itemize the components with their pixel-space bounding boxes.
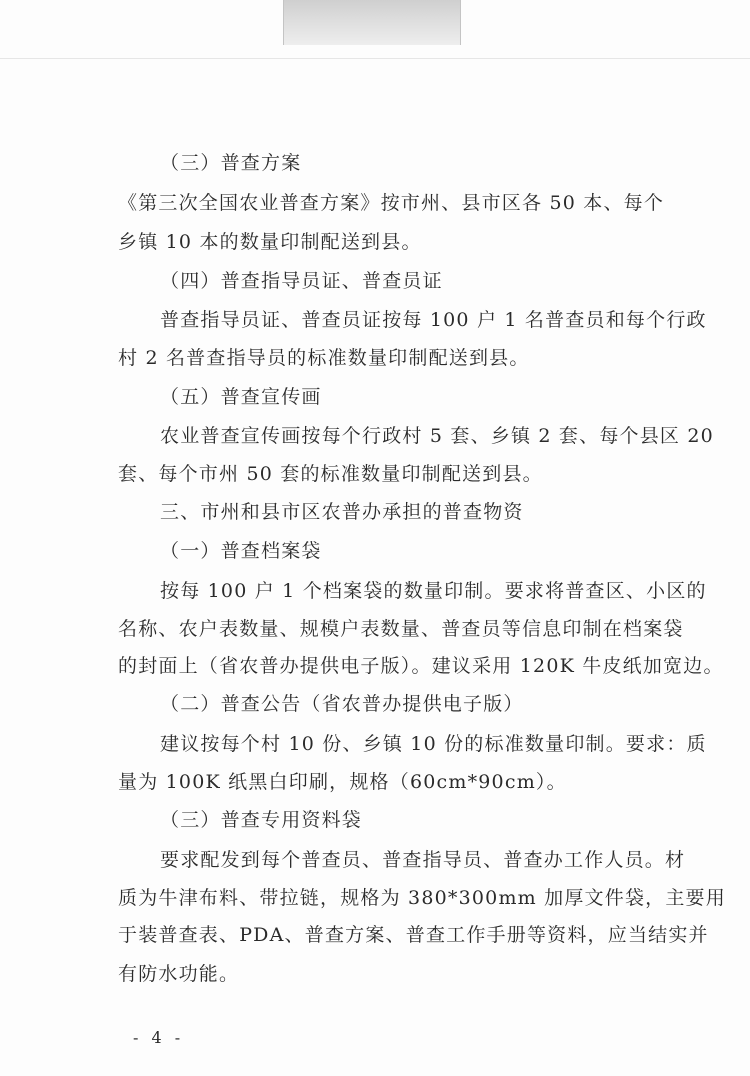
paragraph-line: 按每 100 户 1 个档案袋的数量印制。要求将普查区、小区的 [160,580,707,602]
heading-survey-plan: （三）普查方案 [160,152,302,174]
heading-certificates: （四）普查指导员证、普查员证 [160,270,443,292]
paragraph-line: 村 2 名普查指导员的标准数量印制配送到县。 [118,347,530,369]
heading-announcement: （二）普查公告（省农普办提供电子版） [160,693,524,715]
paragraph-line: 有防水功能。 [118,963,240,985]
paragraph-line: 的封面上（省农普办提供电子版）。建议采用 120K 牛皮纸加宽边。 [118,655,724,677]
section-heading-materials: 三、市州和县市区农普办承担的普查物资 [160,501,524,523]
paragraph-line: 套、每个市州 50 套的标准数量印制配送到县。 [118,463,543,485]
top-edge-line [0,58,750,59]
heading-data-bag: （三）普查专用资料袋 [160,809,363,831]
paragraph-line: 质为牛津布料、带拉链，规格为 380*300mm 加厚文件袋，主要用 [118,887,726,909]
heading-posters: （五）普查宣传画 [160,386,322,408]
paragraph-line: 乡镇 10 本的数量印制配送到县。 [118,231,422,253]
page-number: - 4 - [133,1028,185,1047]
paragraph-line: 农业普查宣传画按每个行政村 5 套、乡镇 2 套、每个县区 20 [160,425,714,447]
paragraph-line: 《第三次全国农业普查方案》按市州、县市区各 50 本、每个 [118,192,665,214]
paragraph-line: 于装普查表、PDA、普查方案、普查工作手册等资料，应当结实并 [118,924,709,946]
heading-archive-bag: （一）普查档案袋 [160,540,322,562]
paragraph-line: 普查指导员证、普查员证按每 100 户 1 名普查员和每个行政 [160,309,707,331]
paragraph-line: 量为 100K 纸黑白印刷，规格（60cm*90cm）。 [118,771,567,793]
paragraph-line: 名称、农户表数量、规模户表数量、普查员等信息印制在档案袋 [118,618,684,640]
paragraph-line: 要求配发到每个普查员、普查指导员、普查办工作人员。材 [160,849,686,871]
scanner-tab-mark [283,0,461,45]
paragraph-line: 建议按每个村 10 份、乡镇 10 份的标准数量印制。要求：质 [160,733,707,755]
